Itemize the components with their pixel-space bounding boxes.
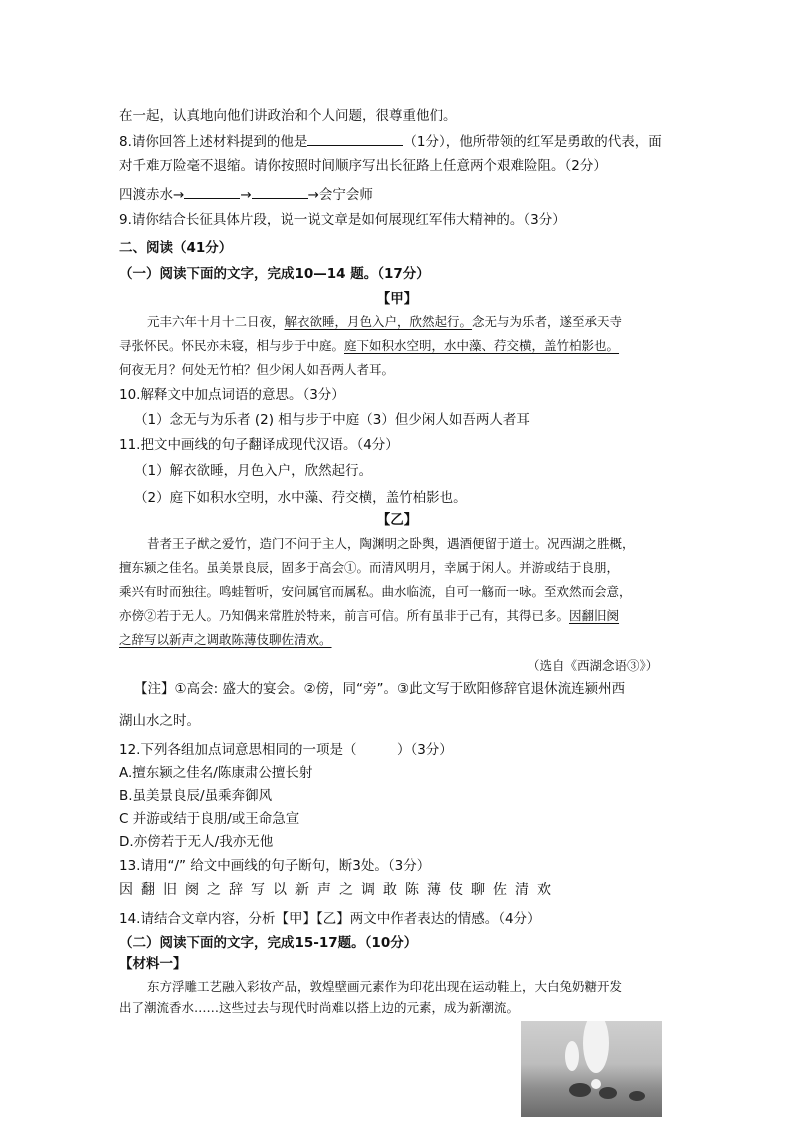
underlined-sentence: 之辞写以新声之调敢陈薄伎聊佐清欢。 [119,632,332,647]
passage-jia-line [147,313,622,331]
question-14: 14.请结合文章内容，分析【甲】【乙】两文中作者表达的情感。（4分） [119,911,541,927]
passage-text: 念无与为乐者，遂至承天寺 [472,314,623,329]
question-8 [119,131,662,151]
question-11-item: （1）解衣欲睡，月色入户，欣然起行。 [134,463,373,479]
route-end: →会宁会师 [307,187,373,203]
answer-blank[interactable] [307,131,403,146]
source-citation: （选自《西湖念语③》） [527,658,659,673]
question-11: 11.把文中画线的句子翻译成现代汉语。（4分） [119,437,399,453]
passage-yi-line [119,607,619,625]
passage-yi-line: 昔者王子猷之爱竹，造门不问于主人，陶渊明之卧舆，遇酒便留于道士。况西湖之胜概， [147,536,635,551]
passage-jia-line [119,337,619,355]
passage-text: 元丰六年十月十二日夜， [147,314,285,329]
question-12: 12.下列各组加点词意思相同的一项是（ ）（3分） [119,742,453,758]
option-d[interactable]: D.亦傍若于无人/我亦无他 [119,834,274,850]
passage-yi-line: 擅东颍之佳名。虽美景良辰，固多于高会①。而清风明月，幸属于闲人。并游或结于良朋， [119,560,620,575]
answer-blank[interactable] [252,184,308,199]
section-heading: 二、阅读（41分） [119,240,233,256]
option-c[interactable]: C 并游或结于良朋/或王命急宣 [119,811,300,827]
option-b[interactable]: B.虽美景良辰/虽乘奔御风 [119,788,273,804]
answer-blank[interactable] [184,184,240,199]
material-title: 【材料一】 [119,956,187,972]
passage-yi-title: 【乙】 [376,512,418,528]
question-8-text: 8.请你回答上述材料提到的他是 [119,134,308,150]
route-start: 四渡赤水→ [119,187,185,203]
question-9: 9.请你结合长征具体片段，说一说文章是如何展现红军伟大精神的。（3分） [119,212,566,228]
question-11-item: （2）庭下如积水空明，水中藻、荇交横，盖竹柏影也。 [134,490,467,506]
annotation: 【注】①高会: 盛大的宴会。②傍，同“旁”。③此文写于欧阳修辞官退休流连颍州西 [134,681,626,697]
subsection-heading: （二）阅读下面的文字，完成15-17题。（10分） [119,935,418,951]
underlined-sentence: 因翻旧阕 [569,608,620,623]
annotation: 湖山水之时。 [119,713,200,729]
question-8-route [119,184,373,204]
passage-text: 寻张怀民。怀民亦未寝，相与步于中庭。 [119,338,345,353]
material-line: 东方浮雕工艺融入彩妆产品，敦煌壁画元素作为印花出现在运动鞋上，大白兔奶糖开发 [147,979,623,994]
text-line: 在一起，认真地向他们讲政治和个人问题，很尊重他们。 [119,108,457,124]
question-8-line: 对千难万险毫不退缩。请你按照时间顺序写出长征路上任意两个艰难险阻。（2分） [119,158,607,174]
material-line: 出了潮流香水……这些过去与现代时尚难以搭上边的元素，成为新潮流。 [119,1000,520,1015]
passage-jia-line: 何夜无月？何处无竹柏？但少闲人如吾两人者耳。 [119,362,395,377]
subsection-heading: （一）阅读下面的文字，完成10—14 题。（17分） [119,266,430,282]
material-photo [521,1021,662,1117]
punctuation-sentence: 因翻旧阕之辞写以新声之调敢陈薄伎聊佐清欢 [119,882,559,898]
route-arrow: → [240,187,252,203]
underlined-sentence: 解衣欲睡，月色入户，欣然起行。 [284,314,473,329]
passage-yi-line: 乘兴有时而独往。鸣蛙暂听，安问属官而属私。曲水临流，自可一觞而一咏。至欢然而会意， [119,584,632,599]
underlined-sentence: 庭下如积水空明，水中藻、荇交横，盖竹柏影也。 [344,338,620,353]
passage-jia-title: 【甲】 [376,291,418,307]
passage-text: 亦傍②若于无人。乃知偶来常胜於特来，前言可信。所有虽非于己有，其得已多。 [119,608,570,623]
option-a[interactable]: A.擅东颍之佳名/陈康肃公擅长射 [119,765,313,781]
question-10: 10.解释文中加点词语的意思。（3分） [119,387,345,403]
question-8-text: （1分），他所带领的红军是勇敢的代表，面 [403,134,662,150]
question-10-items: （1）念无与为乐者 (2) 相与步于中庭（3）但少闲人如吾两人者耳 [134,412,530,428]
question-13: 13.请用“/” 给文中画线的句子断句，断3处。（3分） [119,858,431,874]
